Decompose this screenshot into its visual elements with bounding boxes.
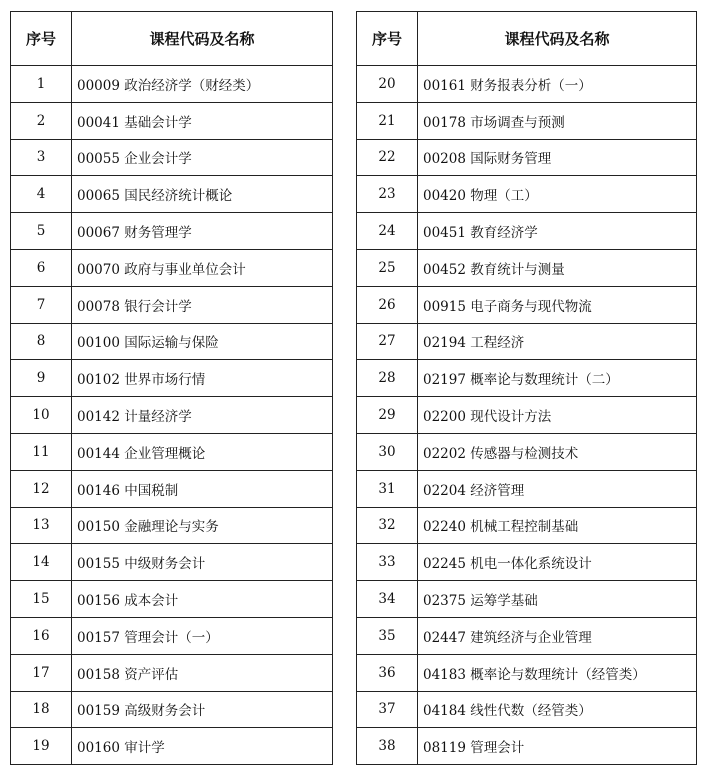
course-code-name: 00155 中级财务会计	[72, 544, 333, 581]
row-index: 12	[11, 470, 72, 507]
table-row	[11, 654, 333, 691]
table-row	[11, 581, 333, 618]
row-index: 9	[11, 360, 72, 397]
row-index: 19	[11, 728, 72, 765]
row-index: 10	[11, 397, 72, 434]
course-code-name: 02204 经济管理	[418, 470, 697, 507]
course-code-name: 00161 财务报表分析（一）	[418, 66, 697, 103]
table-row	[357, 360, 697, 397]
course-code-name: 00452 教育统计与测量	[418, 249, 697, 286]
row-index: 14	[11, 544, 72, 581]
course-code-name: 00159 高级财务会计	[72, 691, 333, 728]
course-code-name: 00158 资产评估	[72, 654, 333, 691]
course-code-name: 00915 电子商务与现代物流	[418, 286, 697, 323]
row-index: 33	[357, 544, 418, 581]
table-row	[11, 102, 333, 139]
table-row	[357, 433, 697, 470]
table-row	[11, 176, 333, 213]
course-code-name: 02200 现代设计方法	[418, 397, 697, 434]
row-index: 38	[357, 728, 418, 765]
row-index: 6	[11, 249, 72, 286]
course-code-name: 00160 审计学	[72, 728, 333, 765]
course-code-name: 02202 传感器与检测技术	[418, 433, 697, 470]
row-index: 28	[357, 360, 418, 397]
row-index: 17	[11, 654, 72, 691]
course-code-name: 00067 财务管理学	[72, 213, 333, 250]
row-index: 36	[357, 654, 418, 691]
row-index: 7	[11, 286, 72, 323]
course-code-name: 00100 国际运输与保险	[72, 323, 333, 360]
row-index: 37	[357, 691, 418, 728]
row-index: 30	[357, 433, 418, 470]
table-row	[357, 691, 697, 728]
row-index: 31	[357, 470, 418, 507]
table-row	[11, 433, 333, 470]
table-row	[357, 544, 697, 581]
table-row	[11, 617, 333, 654]
table-row	[11, 66, 333, 103]
header-course: 课程代码及名称	[418, 12, 697, 66]
table-row	[357, 507, 697, 544]
course-code-name: 02194 工程经济	[418, 323, 697, 360]
row-index: 16	[11, 617, 72, 654]
course-code-name: 00146 中国税制	[72, 470, 333, 507]
course-code-name: 00420 物理（工）	[418, 176, 697, 213]
table-row	[357, 213, 697, 250]
course-code-name: 00102 世界市场行情	[72, 360, 333, 397]
row-index: 35	[357, 617, 418, 654]
row-index: 23	[357, 176, 418, 213]
course-code-name: 02375 运筹学基础	[418, 581, 697, 618]
table-row	[357, 654, 697, 691]
row-index: 26	[357, 286, 418, 323]
row-index: 22	[357, 139, 418, 176]
table-row	[11, 470, 333, 507]
row-index: 21	[357, 102, 418, 139]
table-row	[11, 323, 333, 360]
course-code-name: 04184 线性代数（经管类）	[418, 691, 697, 728]
table-row	[357, 286, 697, 323]
table-row	[357, 470, 697, 507]
course-code-name: 00157 管理会计（一）	[72, 617, 333, 654]
course-code-name: 02245 机电一体化系统设计	[418, 544, 697, 581]
table-header-row	[357, 12, 697, 66]
header-course: 课程代码及名称	[72, 12, 333, 66]
table-row	[357, 66, 697, 103]
table-row	[11, 397, 333, 434]
course-code-name: 00070 政府与事业单位会计	[72, 249, 333, 286]
table-row	[357, 249, 697, 286]
table-row	[11, 507, 333, 544]
table-row	[357, 139, 697, 176]
course-code-name: 08119 管理会计	[418, 728, 697, 765]
table-row	[357, 581, 697, 618]
header-index: 序号	[11, 12, 72, 66]
row-index: 11	[11, 433, 72, 470]
row-index: 29	[357, 397, 418, 434]
table-header-row	[11, 12, 333, 66]
table-row	[357, 323, 697, 360]
row-index: 1	[11, 66, 72, 103]
course-table-right	[356, 11, 697, 765]
course-code-name: 00065 国民经济统计概论	[72, 176, 333, 213]
course-code-name: 00078 银行会计学	[72, 286, 333, 323]
table-row	[357, 102, 697, 139]
table-row	[11, 728, 333, 765]
course-code-name: 00142 计量经济学	[72, 397, 333, 434]
row-index: 3	[11, 139, 72, 176]
table-row	[11, 249, 333, 286]
course-code-name: 02240 机械工程控制基础	[418, 507, 697, 544]
row-index: 27	[357, 323, 418, 360]
course-code-name: 00150 金融理论与实务	[72, 507, 333, 544]
row-index: 8	[11, 323, 72, 360]
course-table-left	[10, 11, 333, 765]
course-code-name: 00041 基础会计学	[72, 102, 333, 139]
row-index: 24	[357, 213, 418, 250]
row-index: 4	[11, 176, 72, 213]
row-index: 18	[11, 691, 72, 728]
table-row	[11, 286, 333, 323]
table-row	[11, 360, 333, 397]
row-index: 2	[11, 102, 72, 139]
table-row	[357, 176, 697, 213]
table-row	[11, 139, 333, 176]
course-code-name: 02197 概率论与数理统计（二）	[418, 360, 697, 397]
course-code-name: 02447 建筑经济与企业管理	[418, 617, 697, 654]
course-code-name: 00178 市场调查与预测	[418, 102, 697, 139]
row-index: 34	[357, 581, 418, 618]
table-row	[357, 728, 697, 765]
table-row	[11, 544, 333, 581]
row-index: 15	[11, 581, 72, 618]
header-index: 序号	[357, 12, 418, 66]
course-code-name: 00009 政治经济学（财经类）	[72, 66, 333, 103]
row-index: 5	[11, 213, 72, 250]
course-code-name: 00156 成本会计	[72, 581, 333, 618]
course-code-name: 00144 企业管理概论	[72, 433, 333, 470]
row-index: 32	[357, 507, 418, 544]
table-row	[357, 397, 697, 434]
course-code-name: 00451 教育经济学	[418, 213, 697, 250]
course-code-name: 00208 国际财务管理	[418, 139, 697, 176]
row-index: 13	[11, 507, 72, 544]
table-row	[357, 617, 697, 654]
table-row	[11, 691, 333, 728]
course-code-name: 04183 概率论与数理统计（经管类）	[418, 654, 697, 691]
row-index: 25	[357, 249, 418, 286]
course-code-name: 00055 企业会计学	[72, 139, 333, 176]
table-row	[11, 213, 333, 250]
row-index: 20	[357, 66, 418, 103]
